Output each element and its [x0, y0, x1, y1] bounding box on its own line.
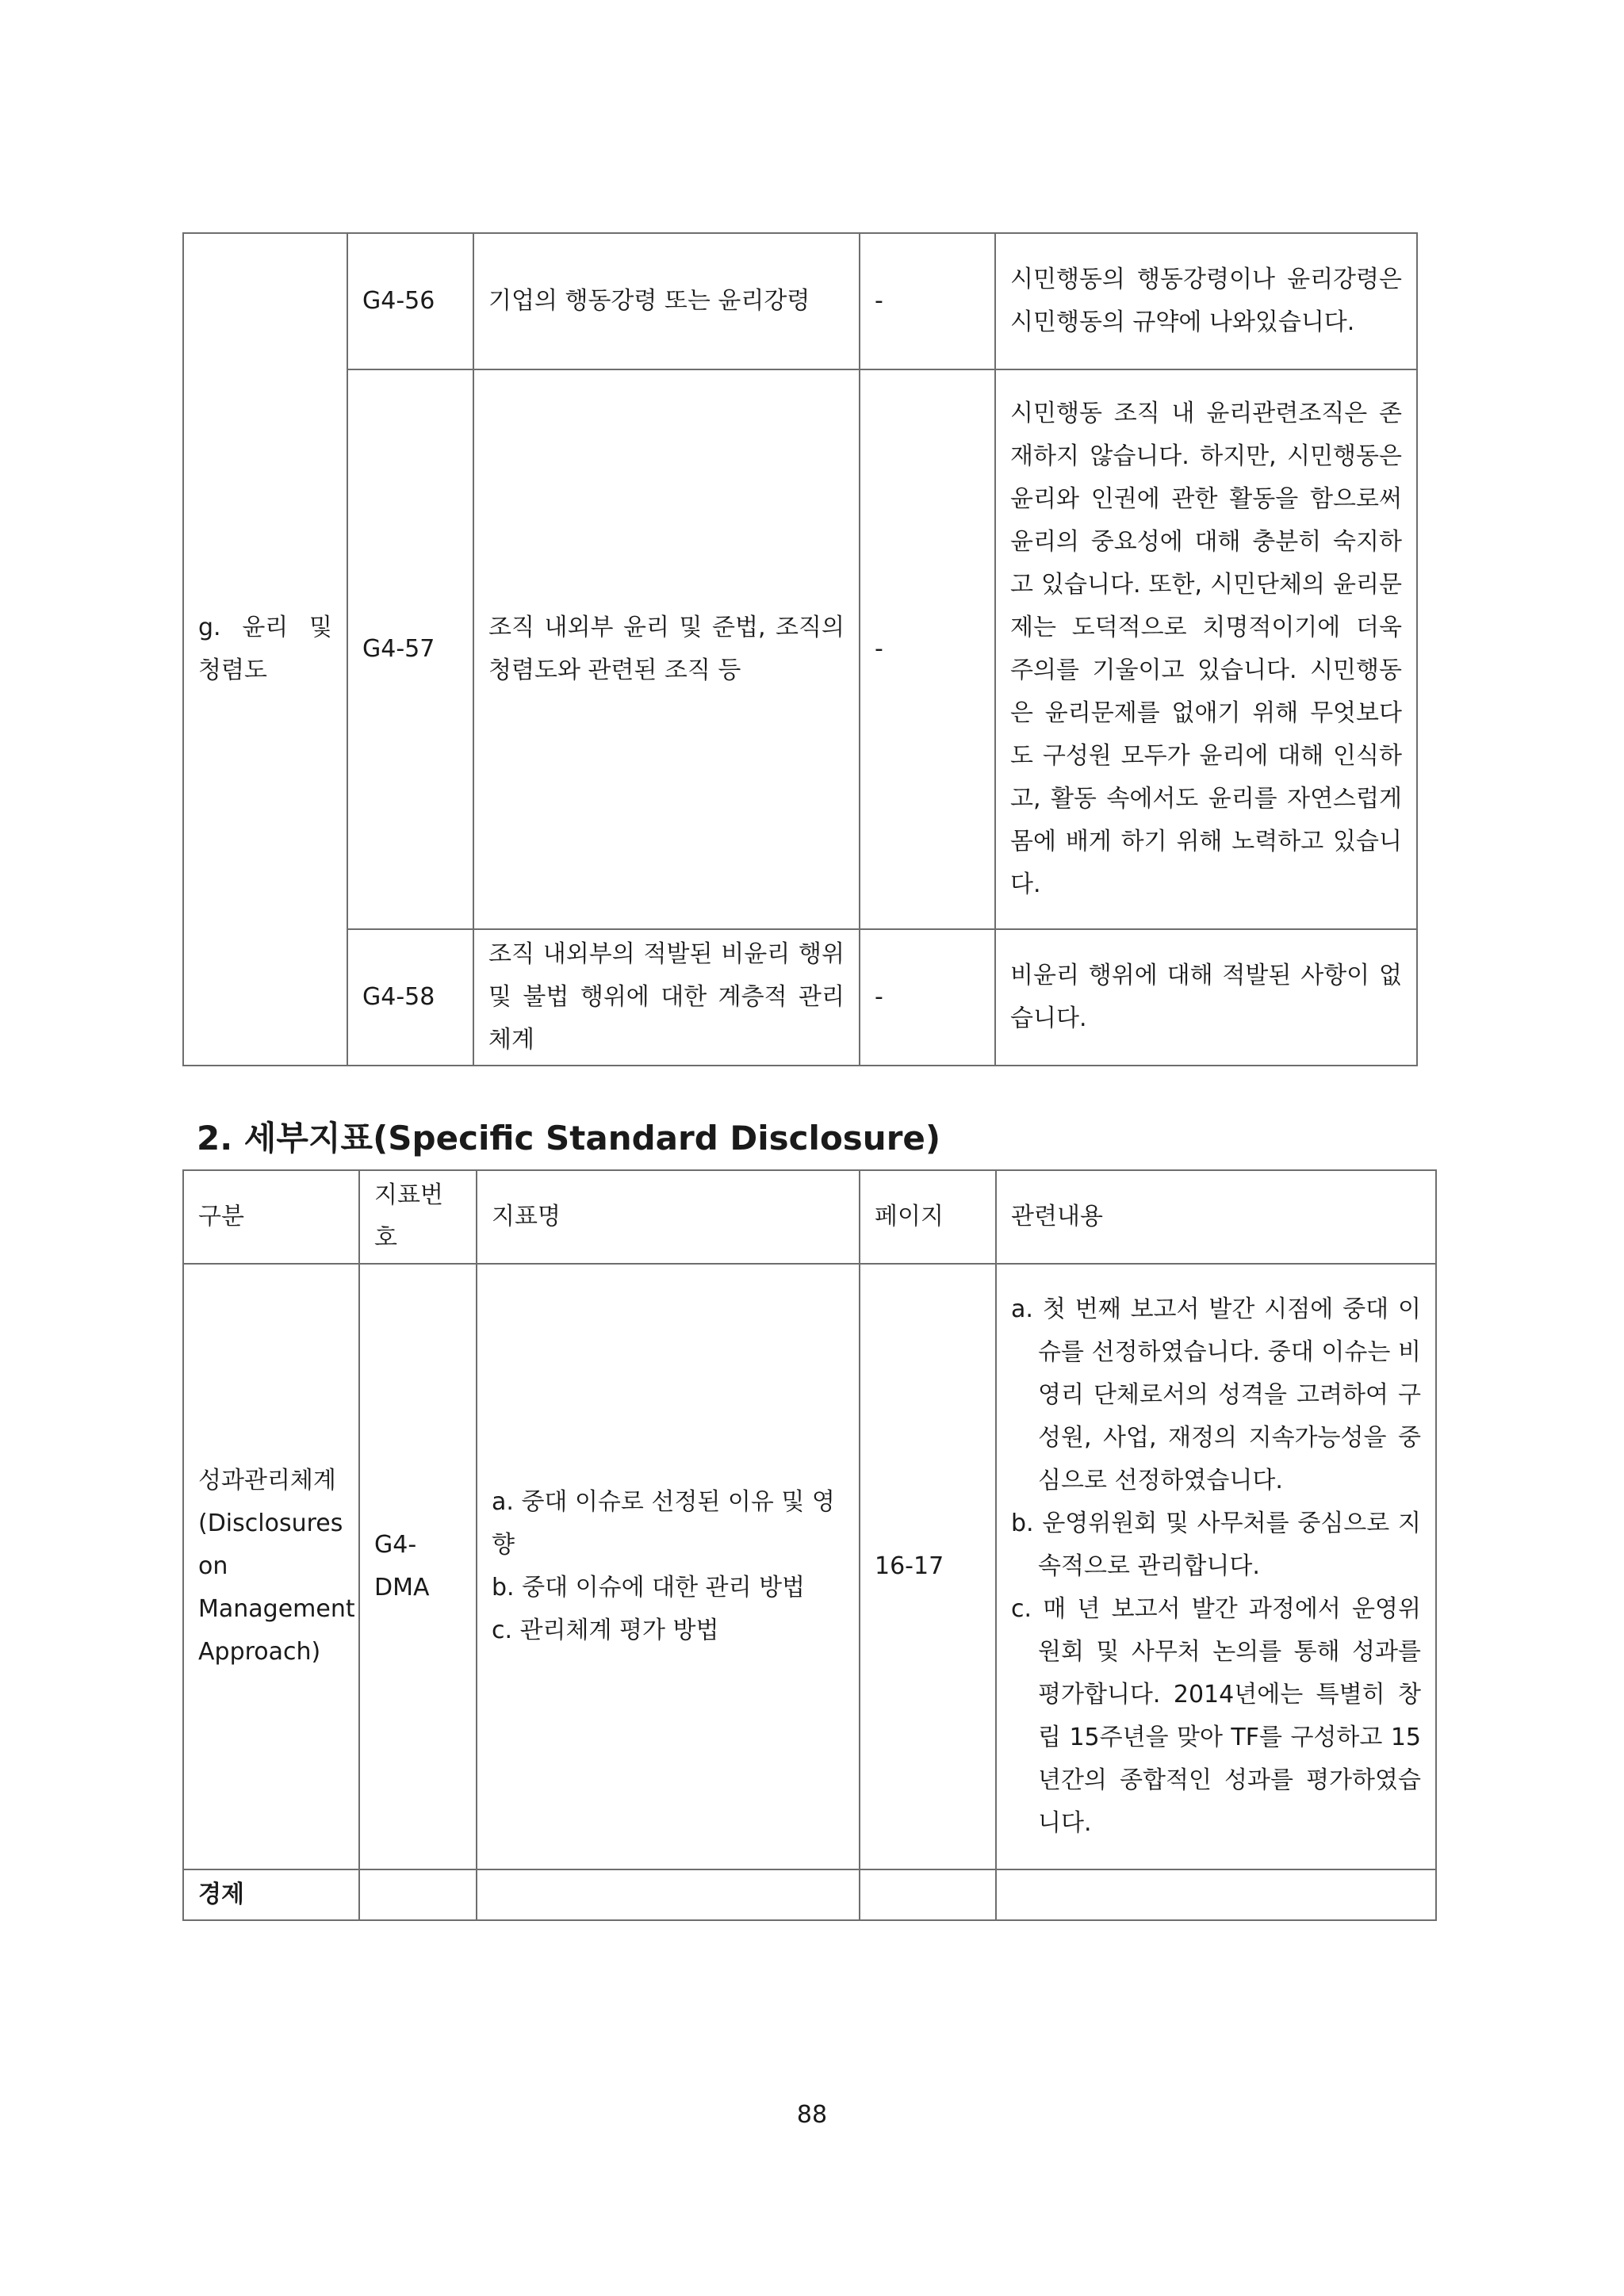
- indicator-code: G4-58: [347, 929, 473, 1066]
- page-ref: -: [860, 929, 995, 1066]
- section-heading: 2. 세부지표(Specific Standard Disclosure): [197, 1119, 941, 1158]
- page-number: 88: [796, 2101, 828, 2129]
- page-ref: -: [860, 233, 995, 369]
- table-row: [183, 1869, 1436, 1920]
- list-item: c. 관리체계 평가 방법: [492, 1617, 719, 1644]
- list-item: c. 매 년 보고서 발간 과정에서 운영위원회 및 사무처 논의를 통해 성과를 평가합니다. 2014년에는 특별히 창립 15주년을 맞아 TF를 구성하고 15년간의 종합적인 성과를 평가하였습니다.: [1011, 1595, 1421, 1837]
- empty-cell: [477, 1869, 860, 1920]
- indicator-code: G4-56: [347, 233, 473, 369]
- header-category: 구분: [183, 1170, 359, 1264]
- category-cell: 성과관리체계 (Disclosures on Management Approach): [183, 1264, 359, 1869]
- indicator-name: 기업의 행동강령 또는 윤리강령: [473, 233, 860, 369]
- list-item: b. 중대 이슈에 대한 관리 방법: [492, 1574, 806, 1601]
- specific-disclosure-table: [182, 1169, 1437, 1921]
- list-item: b. 운영위원회 및 사무처를 중심으로 지속적으로 관리합니다.: [1011, 1510, 1421, 1580]
- related-content: 시민행동 조직 내 윤리관련조직은 존재하지 않습니다. 하지만, 시민행동은 윤리와 인권에 관한 활동을 함으로써 윤리의 중요성에 대해 충분히 숙지하고 있습니다. 또한, 시민단체의 윤리문제는 도덕적으로 치명적이기에 더욱 주의를 기울이고 있습니다. 시민행동은 윤리문제를 없애기 위해 무엇보다도 구성원 모두가 윤리에 대해 인식하고, 활동 속에서도 윤리를 자연스럽게 몸에 배게 하기 위해 노력하고 있습니다.: [995, 369, 1417, 929]
- header-content: 관련내용: [996, 1170, 1436, 1264]
- table-row: [183, 929, 1417, 1066]
- empty-cell: [860, 1869, 996, 1920]
- related-content-list: [996, 1264, 1436, 1869]
- page-ref: 16-17: [860, 1264, 996, 1869]
- category-cell: 경제: [183, 1869, 359, 1920]
- related-content: 비윤리 행위에 대해 적발된 사항이 없습니다.: [995, 929, 1417, 1066]
- table-row: [183, 1264, 1436, 1869]
- header-page: 페이지: [860, 1170, 996, 1264]
- list-item: a. 중대 이슈로 선정된 이유 및 영향: [492, 1488, 835, 1559]
- page-ref: -: [860, 369, 995, 929]
- empty-cell: [996, 1869, 1436, 1920]
- table-row: [183, 233, 1417, 369]
- indicator-name: 조직 내외부의 적발된 비윤리 행위 및 불법 행위에 대한 계층적 관리 체계: [473, 929, 860, 1066]
- header-name: 지표명: [477, 1170, 860, 1264]
- empty-cell: [359, 1869, 477, 1920]
- indicator-code: G4-57: [347, 369, 473, 929]
- category-cell: g. 윤리 및 청렴도: [183, 233, 347, 1066]
- header-code: 지표번호: [359, 1170, 477, 1264]
- table-row: [183, 369, 1417, 929]
- related-content: 시민행동의 행동강령이나 윤리강령은 시민행동의 규약에 나와있습니다.: [995, 233, 1417, 369]
- ethics-indicator-table: [182, 232, 1418, 1066]
- indicator-code: G4-DMA: [359, 1264, 477, 1869]
- indicator-name: 조직 내외부 윤리 및 준법, 조직의 청렴도와 관련된 조직 등: [473, 369, 860, 929]
- header-row: [183, 1170, 1436, 1264]
- list-item: a. 첫 번째 보고서 발간 시점에 중대 이슈를 선정하였습니다. 중대 이슈는 비영리 단체로서의 성격을 고려하여 구성원, 사업, 재정의 지속가능성을 중심으로 선정하였습니다.: [1011, 1295, 1421, 1494]
- indicator-name-list: [477, 1264, 860, 1869]
